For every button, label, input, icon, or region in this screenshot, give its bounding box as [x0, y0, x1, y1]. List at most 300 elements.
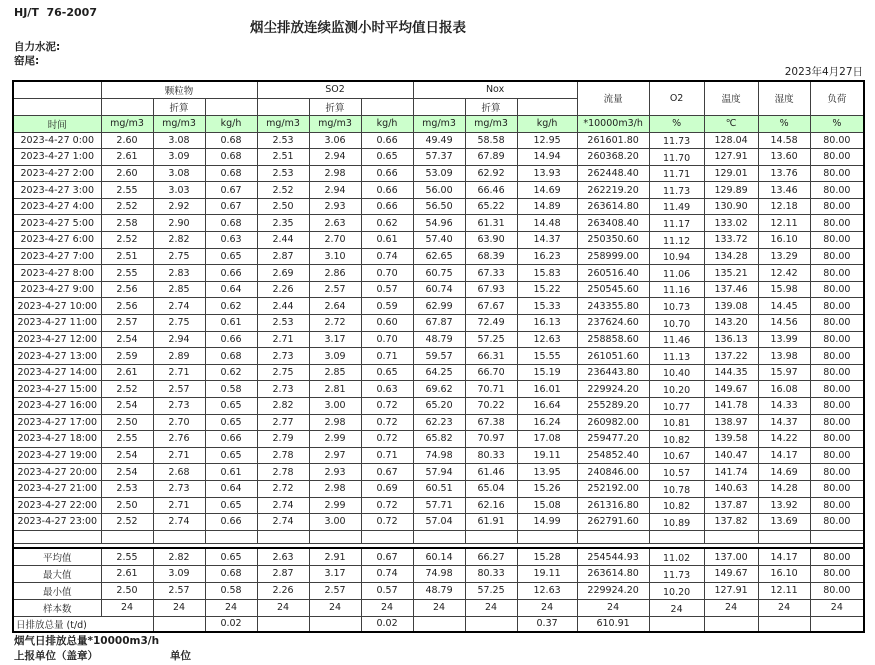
summary-row-cell: 66.27: [465, 548, 517, 565]
summary-row-cell: 60.14: [413, 548, 465, 565]
data-row-cell: 65.22: [465, 198, 517, 215]
unit-cell: mg/m3: [309, 115, 361, 132]
data-row-cell: 70.22: [465, 398, 517, 415]
data-row-cell: 57.71: [413, 497, 465, 514]
data-row-cell: 250545.60: [577, 281, 649, 298]
data-row-cell: 2.58: [101, 215, 153, 232]
data-row-cell: 2.83: [153, 265, 205, 282]
data-row-cell: 13.98: [758, 348, 810, 365]
header-blank: [361, 98, 413, 115]
data-row-cell: 14.28: [758, 480, 810, 497]
data-row-cell: 128.04: [704, 132, 758, 149]
data-row-cell: 63.90: [465, 232, 517, 249]
summary-row-cell: 149.67: [704, 565, 758, 582]
data-row-cell: 16.01: [517, 381, 577, 398]
data-row-cell: 19.11: [517, 447, 577, 464]
data-row-cell: 2.52: [257, 182, 309, 199]
data-row-cell: 136.13: [704, 331, 758, 348]
data-row-cell: 14.69: [517, 182, 577, 199]
data-row-cell: 65.20: [413, 398, 465, 415]
data-row-cell: 10.94: [649, 248, 704, 265]
unit-cell: %: [649, 115, 704, 132]
data-row-cell: 140.63: [704, 480, 758, 497]
data-row-cell: 0.71: [361, 348, 413, 365]
data-row: [13, 215, 864, 232]
summary-row-cell: 80.00: [810, 548, 864, 565]
data-row-cell: 2023-4-27 5:00: [13, 215, 101, 232]
data-row-cell: 237624.60: [577, 315, 649, 332]
data-row-cell: 10.77: [649, 398, 704, 415]
data-row-cell: 14.37: [517, 232, 577, 249]
data-row-cell: 14.89: [517, 198, 577, 215]
summary-row-cell: 2.87: [257, 565, 309, 582]
summary-row-cell: 平均值: [13, 548, 101, 565]
data-row-cell: 2.97: [309, 447, 361, 464]
data-row-cell: 2.89: [153, 348, 205, 365]
data-row-cell: 10.70: [649, 315, 704, 332]
data-row: [13, 480, 864, 497]
data-row-cell: 80.00: [810, 381, 864, 398]
summary-row-cell: 24: [205, 599, 257, 616]
data-row-cell: 2.99: [309, 497, 361, 514]
data-row-cell: 13.93: [517, 165, 577, 182]
data-row-cell: 139.08: [704, 298, 758, 315]
data-row-cell: 250350.60: [577, 232, 649, 249]
data-row-cell: 2.69: [257, 265, 309, 282]
summary-row-cell: 样本数: [13, 599, 101, 616]
data-row-cell: 12.95: [517, 132, 577, 149]
data-row-cell: 14.22: [758, 431, 810, 448]
header-group-row: [13, 81, 864, 98]
data-row: [13, 315, 864, 332]
data-row-cell: 80.00: [810, 464, 864, 481]
data-row-cell: 0.59: [361, 298, 413, 315]
header-so2: SO2: [257, 81, 413, 98]
data-row-cell: 15.55: [517, 348, 577, 365]
data-row-cell: 11.49: [649, 198, 704, 215]
data-row-cell: 67.93: [465, 281, 517, 298]
summary-row-cell: 24: [517, 599, 577, 616]
data-row-cell: 2.52: [101, 198, 153, 215]
data-row-cell: 133.02: [704, 215, 758, 232]
summary-row: [13, 548, 864, 565]
data-row-cell: 11.16: [649, 281, 704, 298]
data-row-cell: 56.50: [413, 198, 465, 215]
summary-row-cell: 24: [309, 599, 361, 616]
data-row-cell: 2.50: [101, 497, 153, 514]
data-row-cell: 141.74: [704, 464, 758, 481]
empty-cell: [205, 530, 257, 543]
data-row-cell: 2.35: [257, 215, 309, 232]
data-row-cell: 0.66: [205, 331, 257, 348]
summary-row-cell: 80.00: [810, 582, 864, 599]
data-row-cell: 2.82: [153, 232, 205, 249]
summary-row-cell: 2.63: [257, 548, 309, 565]
data-row-cell: 80.00: [810, 431, 864, 448]
empty-cell: [758, 530, 810, 543]
header-blank: [101, 98, 153, 115]
unit-cell: kg/h: [205, 115, 257, 132]
summary-row-cell: 12.63: [517, 582, 577, 599]
data-row-cell: 2.73: [153, 398, 205, 415]
data-row-cell: 2.85: [153, 281, 205, 298]
data-row-cell: 2.98: [309, 165, 361, 182]
data-row-cell: 14.45: [758, 298, 810, 315]
data-row-cell: 0.65: [205, 414, 257, 431]
data-row-cell: 57.40: [413, 232, 465, 249]
data-row-cell: 2.73: [153, 480, 205, 497]
data-row-cell: 2.52: [101, 514, 153, 531]
data-row-cell: 2.54: [101, 331, 153, 348]
unit-label: 单位: [170, 650, 191, 662]
data-row-cell: 10.82: [649, 497, 704, 514]
data-row-cell: 2.81: [309, 381, 361, 398]
unit-cell: kg/h: [361, 115, 413, 132]
summary-row-cell: 最小值: [13, 582, 101, 599]
data-row-cell: 3.09: [153, 149, 205, 166]
data-row-cell: 0.66: [205, 431, 257, 448]
data-row-cell: 16.08: [758, 381, 810, 398]
data-row-cell: 137.46: [704, 281, 758, 298]
summary-row-cell: 137.00: [704, 548, 758, 565]
data-row-cell: 2.74: [153, 298, 205, 315]
data-row-cell: 2.61: [101, 364, 153, 381]
data-row-cell: 11.73: [649, 182, 704, 199]
data-row-cell: 0.63: [205, 232, 257, 249]
data-row-cell: 2023-4-27 18:00: [13, 431, 101, 448]
data-row-cell: 2.53: [257, 132, 309, 149]
data-row-cell: 2.50: [257, 198, 309, 215]
data-row-cell: 141.78: [704, 398, 758, 415]
data-row-cell: 2.94: [309, 182, 361, 199]
unit-cell: ℃: [704, 115, 758, 132]
summary-row-cell: 0.57: [361, 582, 413, 599]
data-row-cell: 2.61: [101, 149, 153, 166]
data-row-cell: 57.04: [413, 514, 465, 531]
header-converted-pm: 折算: [153, 98, 205, 115]
data-row-cell: 139.58: [704, 431, 758, 448]
data-row-cell: 0.66: [205, 514, 257, 531]
data-row-cell: 130.90: [704, 198, 758, 215]
total-row-cell: 610.91: [577, 616, 649, 632]
data-row-cell: 2023-4-27 22:00: [13, 497, 101, 514]
data-row-cell: 149.67: [704, 381, 758, 398]
data-row-cell: 2023-4-27 10:00: [13, 298, 101, 315]
data-row: [13, 381, 864, 398]
data-row-cell: 66.70: [465, 364, 517, 381]
data-row-cell: 12.11: [758, 215, 810, 232]
data-row-cell: 258858.60: [577, 331, 649, 348]
total-row-cell: [309, 616, 361, 632]
data-row-cell: 2.68: [153, 464, 205, 481]
data-row-cell: 54.96: [413, 215, 465, 232]
summary-row-cell: 74.98: [413, 565, 465, 582]
data-row-cell: 2.74: [257, 514, 309, 531]
data-row-cell: 2.57: [153, 381, 205, 398]
summary-row-cell: 2.55: [101, 548, 153, 565]
summary-row-cell: 0.67: [361, 548, 413, 565]
data-row-cell: 2023-4-27 3:00: [13, 182, 101, 199]
data-row-cell: 67.87: [413, 315, 465, 332]
data-row-cell: 0.66: [361, 198, 413, 215]
data-row-cell: 2.75: [153, 248, 205, 265]
data-row: [13, 414, 864, 431]
total-row-cell: 0.02: [205, 616, 257, 632]
data-row-cell: 10.82: [649, 431, 704, 448]
summary-row-cell: 11.73: [649, 565, 704, 582]
data-row-cell: 140.47: [704, 447, 758, 464]
data-row-cell: 0.68: [205, 149, 257, 166]
data-row-cell: 67.33: [465, 265, 517, 282]
data-row-cell: 2.87: [257, 248, 309, 265]
unit-cell: %: [810, 115, 864, 132]
data-row-cell: 252192.00: [577, 480, 649, 497]
unit-cell: mg/m3: [465, 115, 517, 132]
data-row: [13, 348, 864, 365]
summary-row-cell: 0.74: [361, 565, 413, 582]
data-row-cell: 80.00: [810, 232, 864, 249]
data-row-cell: 10.67: [649, 447, 704, 464]
header-converted-so2: 折算: [309, 98, 361, 115]
data-row-cell: 144.35: [704, 364, 758, 381]
summary-row-cell: 10.20: [649, 582, 704, 599]
empty-cell: [13, 530, 101, 543]
header-blank: [517, 98, 577, 115]
data-row-cell: 0.68: [205, 215, 257, 232]
summary-row-cell: 24: [577, 599, 649, 616]
data-row-cell: 62.65: [413, 248, 465, 265]
summary-row-cell: 229924.20: [577, 582, 649, 599]
header-load: 负荷: [810, 81, 864, 115]
header-temperature: 温度: [704, 81, 758, 115]
summary-row-cell: 48.79: [413, 582, 465, 599]
data-row-cell: 80.00: [810, 165, 864, 182]
data-row: [13, 165, 864, 182]
data-row-cell: 11.17: [649, 215, 704, 232]
data-row-cell: 80.00: [810, 497, 864, 514]
data-row-cell: 57.94: [413, 464, 465, 481]
data-row-cell: 2.73: [257, 381, 309, 398]
data-row-cell: 80.00: [810, 315, 864, 332]
data-row-cell: 15.83: [517, 265, 577, 282]
data-row: [13, 182, 864, 199]
data-row: [13, 298, 864, 315]
data-row-cell: 2.54: [101, 464, 153, 481]
data-row-cell: 2.98: [309, 414, 361, 431]
data-row-cell: 60.74: [413, 281, 465, 298]
data-row-cell: 0.67: [205, 182, 257, 199]
data-row-cell: 2.74: [153, 514, 205, 531]
data-row-cell: 11.70: [649, 149, 704, 166]
data-row-cell: 259477.20: [577, 431, 649, 448]
header-flow: 流量: [577, 81, 649, 115]
data-row-cell: 80.00: [810, 198, 864, 215]
total-row: [13, 616, 864, 632]
summary-row-cell: 24: [758, 599, 810, 616]
empty-cell: [153, 530, 205, 543]
data-row-cell: 80.00: [810, 298, 864, 315]
header-nox: Nox: [413, 81, 577, 98]
data-row-cell: 2023-4-27 11:00: [13, 315, 101, 332]
data-row-cell: 137.82: [704, 514, 758, 531]
data-row-cell: 13.95: [517, 464, 577, 481]
data-row-cell: 10.40: [649, 364, 704, 381]
data-row-cell: 2.56: [101, 298, 153, 315]
data-row-cell: 13.29: [758, 248, 810, 265]
header-o2: O2: [649, 81, 704, 115]
data-row-cell: 57.37: [413, 149, 465, 166]
header-blank: [257, 98, 309, 115]
total-row-cell: 0.37: [517, 616, 577, 632]
data-row-cell: 11.06: [649, 265, 704, 282]
data-row-cell: 10.73: [649, 298, 704, 315]
data-row: [13, 331, 864, 348]
company-label: 自力水泥:: [14, 41, 61, 53]
data-row-cell: 2.51: [101, 248, 153, 265]
data-row-cell: 0.72: [361, 398, 413, 415]
data-row: [13, 232, 864, 249]
data-row-cell: 0.63: [361, 381, 413, 398]
data-row-cell: 2023-4-27 21:00: [13, 480, 101, 497]
data-row-cell: 2.78: [257, 447, 309, 464]
data-row-cell: 64.25: [413, 364, 465, 381]
summary-row-cell: 0.65: [205, 548, 257, 565]
data-row-cell: 2.75: [153, 315, 205, 332]
data-row-cell: 0.62: [205, 298, 257, 315]
total-row-cell: 0.02: [361, 616, 413, 632]
data-row-cell: 0.58: [205, 381, 257, 398]
data-row-cell: 15.98: [758, 281, 810, 298]
summary-row-cell: 24: [413, 599, 465, 616]
data-row-cell: 143.20: [704, 315, 758, 332]
data-row-cell: 2.70: [309, 232, 361, 249]
data-row-cell: 11.13: [649, 348, 704, 365]
summary-row: [13, 582, 864, 599]
data-row-cell: 2023-4-27 6:00: [13, 232, 101, 249]
data-row-cell: 2.71: [153, 497, 205, 514]
data-row-cell: 129.89: [704, 182, 758, 199]
summary-row-cell: 3.17: [309, 565, 361, 582]
summary-row-cell: 11.02: [649, 548, 704, 565]
data-row-cell: 2.82: [257, 398, 309, 415]
data-row-cell: 13.92: [758, 497, 810, 514]
data-row-cell: 2.86: [309, 265, 361, 282]
data-row-cell: 0.65: [205, 447, 257, 464]
data-row-cell: 2.53: [257, 315, 309, 332]
data-row-cell: 262791.60: [577, 514, 649, 531]
data-row-cell: 0.61: [361, 232, 413, 249]
data-row-cell: 2.60: [101, 165, 153, 182]
data-row-cell: 262448.40: [577, 165, 649, 182]
data-row-cell: 15.33: [517, 298, 577, 315]
data-row-cell: 2.53: [257, 165, 309, 182]
data-row-cell: 2.85: [309, 364, 361, 381]
data-row-cell: 10.78: [649, 480, 704, 497]
data-row-cell: 2.90: [153, 215, 205, 232]
data-row-cell: 2.55: [101, 265, 153, 282]
data-row-cell: 61.31: [465, 215, 517, 232]
data-row-cell: 2.72: [257, 480, 309, 497]
empty-cell: [257, 530, 309, 543]
data-row-cell: 80.00: [810, 281, 864, 298]
data-row-cell: 2.53: [101, 480, 153, 497]
data-row-cell: 0.65: [361, 149, 413, 166]
data-row-cell: 2023-4-27 14:00: [13, 364, 101, 381]
data-row-cell: 0.65: [361, 364, 413, 381]
data-row: [13, 431, 864, 448]
data-row-cell: 3.00: [309, 514, 361, 531]
data-row-cell: 2.54: [101, 398, 153, 415]
data-row-cell: 2.77: [257, 414, 309, 431]
unit-cell: mg/m3: [153, 115, 205, 132]
data-row-cell: 2023-4-27 20:00: [13, 464, 101, 481]
data-row-cell: 2.71: [153, 447, 205, 464]
data-row-cell: 0.61: [205, 464, 257, 481]
summary-row-cell: 24: [101, 599, 153, 616]
empty-row: [13, 530, 864, 543]
summary-row-cell: 24: [153, 599, 205, 616]
summary-body: [13, 548, 864, 616]
data-row-cell: 0.65: [205, 398, 257, 415]
summary-row-cell: 14.17: [758, 548, 810, 565]
total-row-cell: [810, 616, 864, 632]
data-row-cell: 14.56: [758, 315, 810, 332]
data-row-cell: 10.81: [649, 414, 704, 431]
summary-row-cell: 2.57: [309, 582, 361, 599]
data-row-cell: 62.16: [465, 497, 517, 514]
data-row-cell: 14.48: [517, 215, 577, 232]
data-row-cell: 61.91: [465, 514, 517, 531]
data-row-cell: 2.94: [309, 149, 361, 166]
data-row-cell: 0.69: [361, 480, 413, 497]
data-row-cell: 80.00: [810, 248, 864, 265]
data-row-cell: 229924.20: [577, 381, 649, 398]
data-row-cell: 14.94: [517, 149, 577, 166]
data-row: [13, 447, 864, 464]
data-row-cell: 262219.20: [577, 182, 649, 199]
data-row-cell: 11.46: [649, 331, 704, 348]
data-row-cell: 14.17: [758, 447, 810, 464]
data-row-cell: 0.61: [205, 315, 257, 332]
data-row-cell: 2.55: [101, 182, 153, 199]
data-row-cell: 80.00: [810, 265, 864, 282]
data-row-cell: 80.00: [810, 331, 864, 348]
summary-row: [13, 599, 864, 616]
data-row-cell: 3.09: [309, 348, 361, 365]
data-row-cell: 2023-4-27 1:00: [13, 149, 101, 166]
data-row-cell: 2023-4-27 2:00: [13, 165, 101, 182]
data-row-cell: 2.70: [153, 414, 205, 431]
data-row-cell: 2.56: [101, 281, 153, 298]
summary-row-cell: 16.10: [758, 565, 810, 582]
monitoring-table: [12, 80, 865, 633]
data-row-cell: 13.69: [758, 514, 810, 531]
total-body: [13, 616, 864, 632]
data-row-cell: 65.82: [413, 431, 465, 448]
header-humidity: 湿度: [758, 81, 810, 115]
data-row-cell: 11.71: [649, 165, 704, 182]
summary-row-cell: 24: [465, 599, 517, 616]
data-row-cell: 70.71: [465, 381, 517, 398]
data-row-cell: 13.76: [758, 165, 810, 182]
data-row-cell: 0.72: [361, 431, 413, 448]
header-blank: [13, 81, 101, 98]
data-row-cell: 13.60: [758, 149, 810, 166]
data-row: [13, 398, 864, 415]
data-row-cell: 0.74: [361, 248, 413, 265]
data-row-cell: 0.70: [361, 331, 413, 348]
data-row-cell: 80.00: [810, 514, 864, 531]
